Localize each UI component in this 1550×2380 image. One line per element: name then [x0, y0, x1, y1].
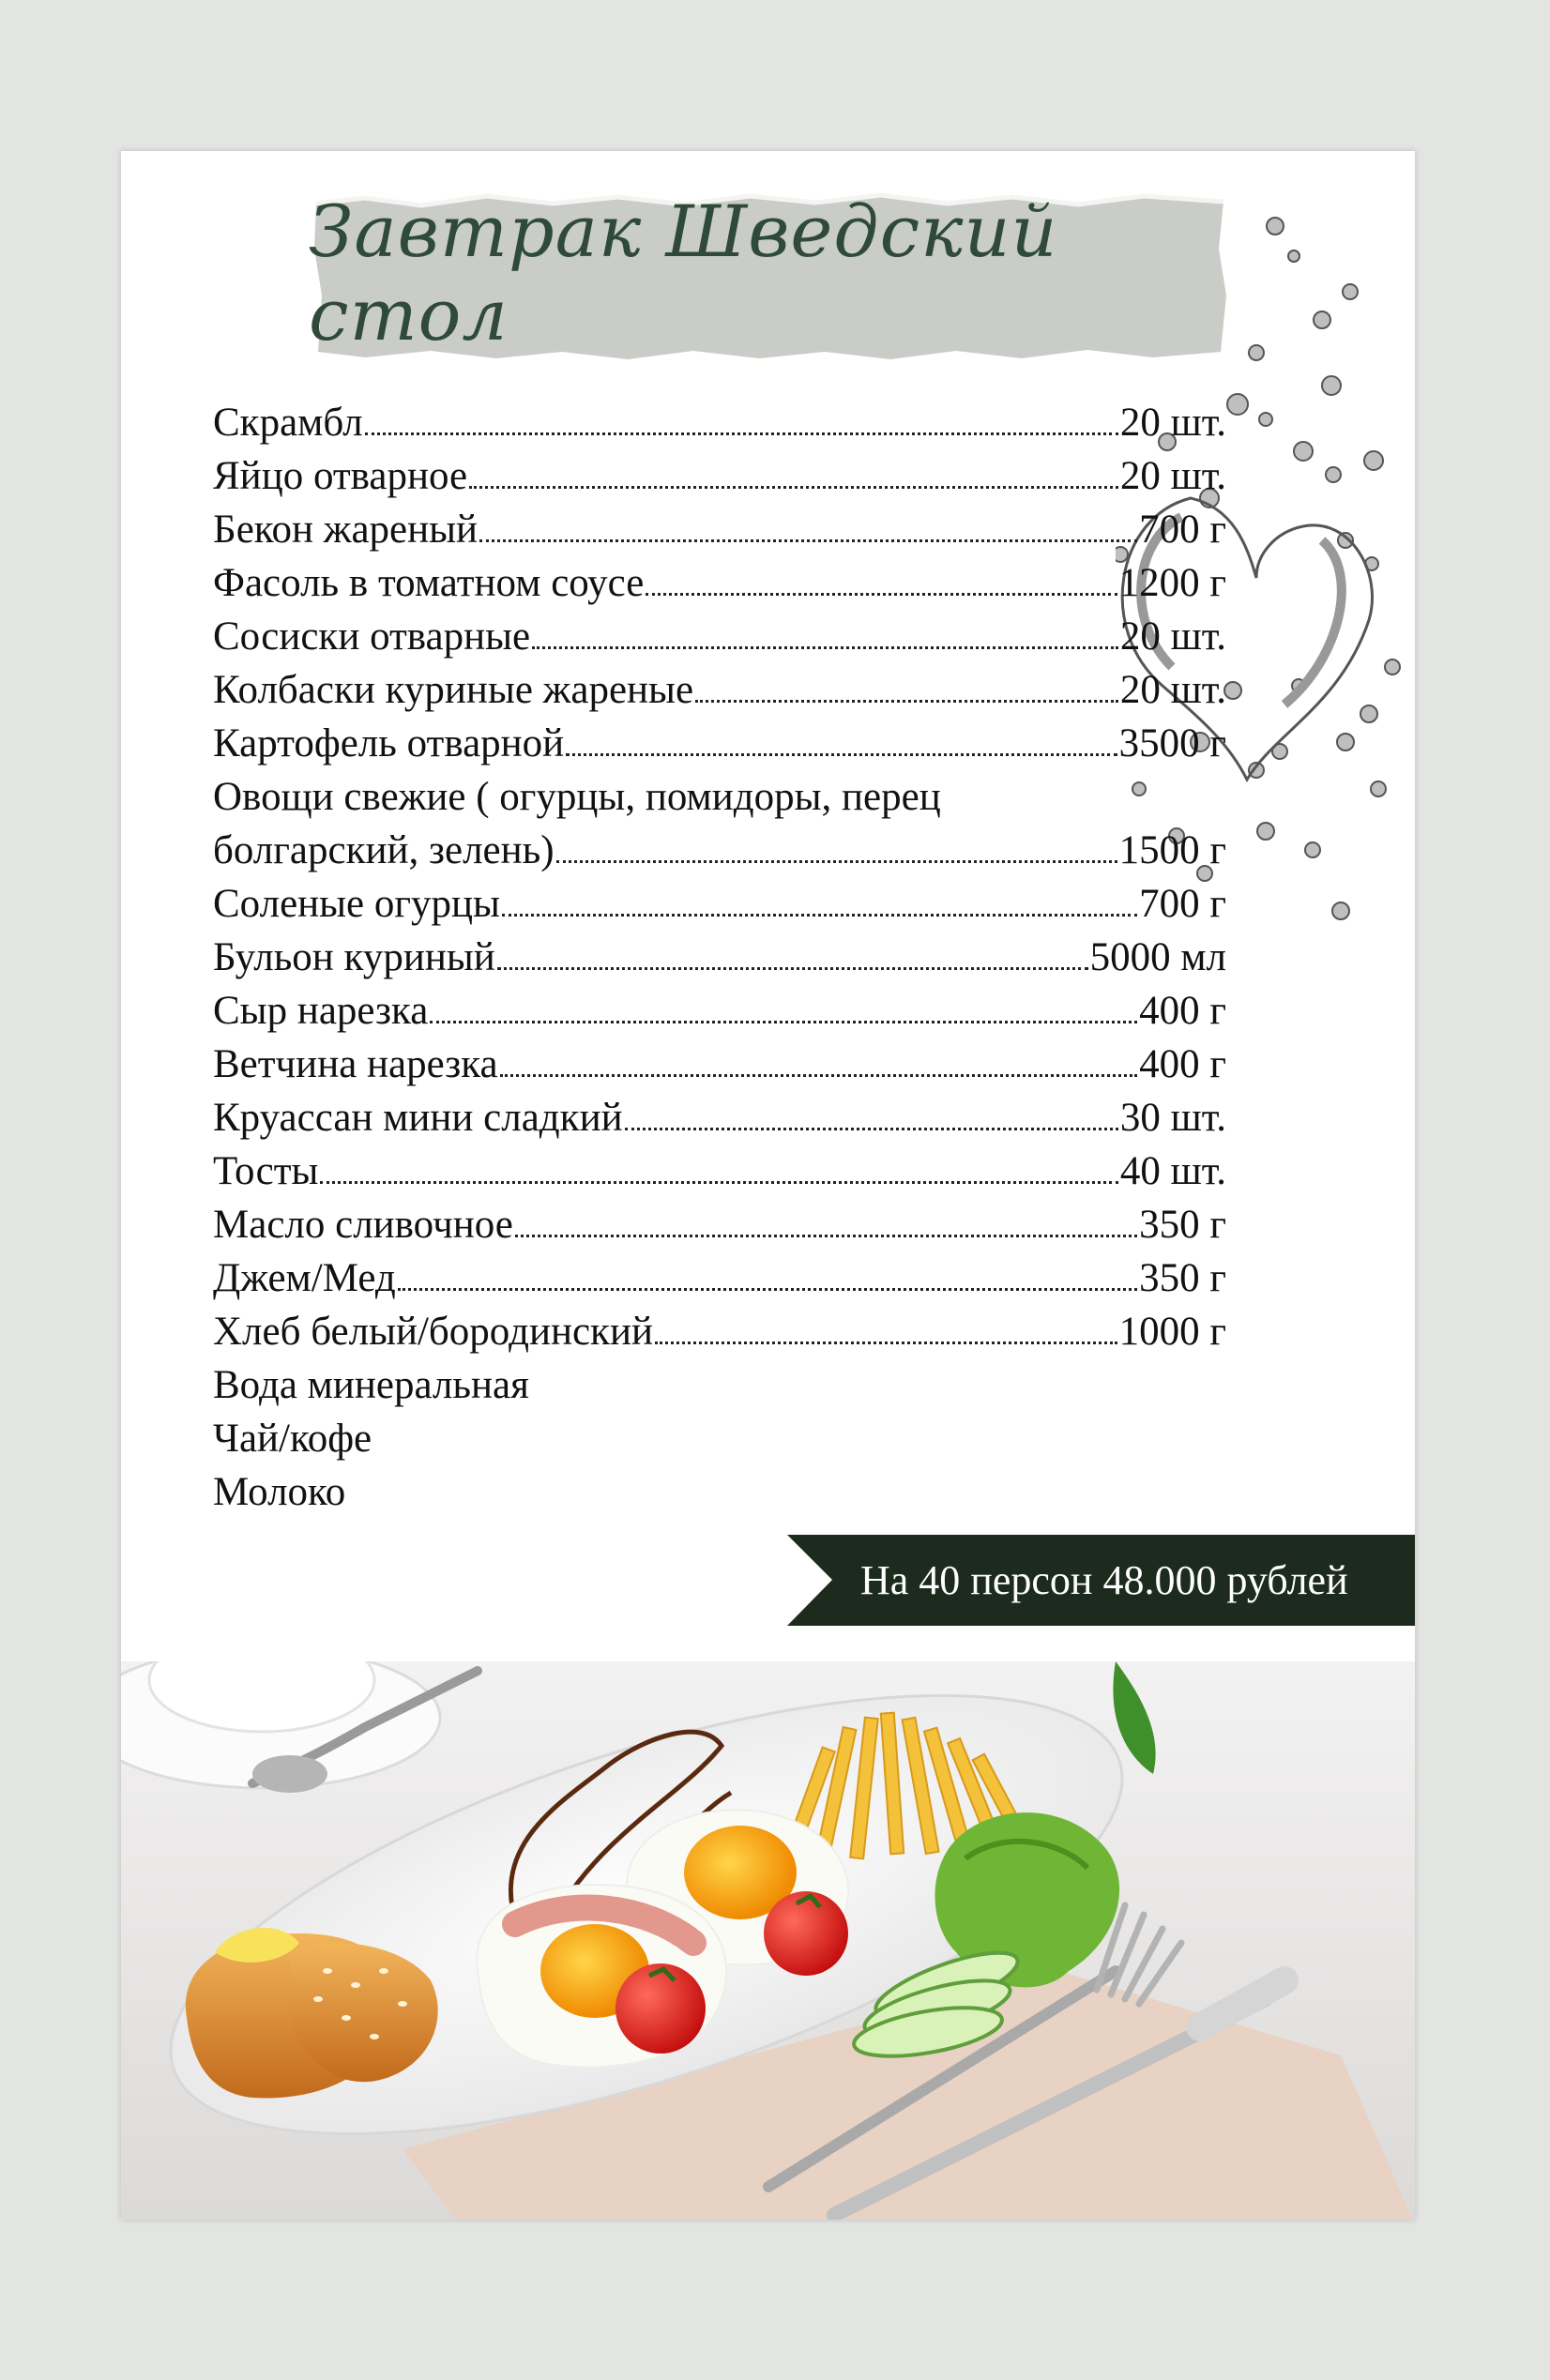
menu-item-qty: 20 шт. [1119, 401, 1226, 445]
menu-item-qty: 700 г [1139, 508, 1226, 552]
menu-item-qty: 400 г [1139, 989, 1226, 1033]
menu-item-qty: 20 шт. [1119, 454, 1226, 498]
menu-item-qty: 20 шт. [1119, 668, 1226, 712]
menu-item-qty: 350 г [1139, 1256, 1226, 1300]
menu-item-qty: 1200 г [1118, 561, 1226, 605]
menu-item-qty: 700 г [1139, 882, 1226, 926]
dot-leader [515, 1235, 1137, 1237]
dot-leader [646, 593, 1117, 596]
dot-leader [502, 914, 1137, 917]
menu-item [213, 667, 1226, 720]
menu-item [213, 400, 1226, 453]
menu-item-name: Скрамбл [213, 401, 363, 445]
menu-item [213, 720, 1226, 774]
menu-item-name: Хлеб белый/бородинский [213, 1310, 653, 1354]
menu-item [213, 614, 1226, 667]
menu-item-qty: 30 шт. [1119, 1096, 1226, 1140]
menu-item-name: Картофель отварной [213, 721, 565, 766]
menu-item-name: Колбаски куриные жареные [213, 668, 694, 712]
menu-item [213, 507, 1226, 560]
menu-item [213, 988, 1226, 1041]
dot-leader [625, 1128, 1118, 1130]
menu-item-name: Ветчина нарезка [213, 1042, 498, 1086]
menu-item-name: Бекон жареный [213, 508, 479, 552]
menu-item [213, 1309, 1226, 1362]
menu-item [213, 1202, 1226, 1255]
menu-item [213, 1095, 1226, 1148]
menu-item [213, 1255, 1226, 1309]
menu-item [213, 1041, 1226, 1095]
dot-leader [320, 1181, 1117, 1184]
dot-leader [695, 700, 1118, 703]
menu-item-name: Овощи свежие ( огурцы, помидоры, перец [213, 775, 941, 819]
dot-leader [566, 753, 1117, 756]
breakfast-plate-photo [121, 1661, 1415, 2220]
menu-item-qty: 5000 мл [1089, 935, 1226, 979]
menu-item [213, 1362, 1226, 1416]
menu-item-qty: 3500 г [1118, 721, 1226, 766]
dot-leader [430, 1021, 1137, 1023]
menu-item-qty: 1500 г [1118, 828, 1226, 872]
menu-item-name: Молоко [213, 1470, 346, 1514]
menu-item [213, 774, 1226, 827]
menu-item-name: Бульон куриный [213, 935, 495, 979]
menu-item-name: Сыр нарезка [213, 989, 429, 1033]
menu-item-name: Масло сливочное [213, 1203, 513, 1247]
menu-page [121, 151, 1415, 2220]
dot-leader [556, 860, 1117, 863]
menu-item [213, 453, 1226, 507]
menu-item-name: Чай/кофе [213, 1417, 372, 1461]
dot-leader [469, 486, 1118, 489]
menu-item-qty: 400 г [1139, 1042, 1226, 1086]
menu-item-name: болгарский, зелень) [213, 828, 555, 872]
menu-item-qty: 1000 г [1118, 1310, 1226, 1354]
menu-item [213, 881, 1226, 934]
menu-item-name: Соленые огурцы [213, 882, 500, 926]
menu-item [213, 934, 1226, 988]
menu-item [213, 1148, 1226, 1202]
dot-leader [500, 1074, 1138, 1077]
menu-item-qty: 40 шт. [1119, 1149, 1226, 1193]
price-banner [787, 1535, 1415, 1626]
page-title: Завтрак Шведский стол [309, 189, 1058, 356]
menu-item-name: Сосиски отварные [213, 614, 531, 659]
menu-item-name: Круассан мини сладкий [213, 1096, 623, 1140]
menu-item [213, 827, 1226, 881]
menu-item-name: Джем/Мед [213, 1256, 396, 1300]
menu-list [213, 400, 1226, 1523]
menu-item-name: Яйцо отварное [213, 454, 468, 498]
dot-leader [532, 646, 1118, 649]
menu-item-qty: 20 шт. [1119, 614, 1226, 659]
menu-item [213, 1469, 1226, 1523]
menu-item-name: Фасоль в томатном соусе [213, 561, 645, 605]
dot-leader [479, 539, 1137, 542]
price-text: На 40 персон 48.000 рублей [860, 1557, 1348, 1603]
dot-leader [398, 1288, 1137, 1291]
menu-item [213, 560, 1226, 614]
menu-item-name: Вода минеральная [213, 1363, 529, 1407]
menu-item-qty: 350 г [1139, 1203, 1226, 1247]
menu-item-name: Тосты [213, 1149, 319, 1193]
title-banner [309, 189, 1233, 361]
dot-leader [497, 967, 1088, 970]
menu-item [213, 1416, 1226, 1469]
dot-leader [655, 1342, 1117, 1344]
dot-leader [365, 432, 1118, 435]
